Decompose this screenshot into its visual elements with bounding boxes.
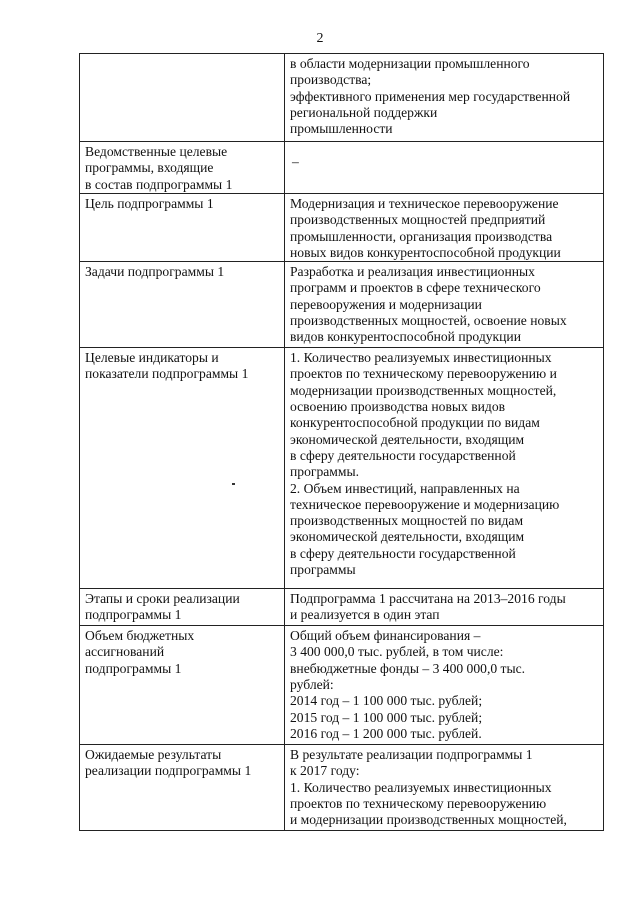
label-line: подпрограммы 1 (85, 607, 182, 623)
text-line: 2015 год – 1 100 000 тыс. рублей; (290, 709, 483, 725)
text-line: промышленности, организация производства (290, 228, 553, 244)
row-label (80, 589, 285, 626)
scan-speck (232, 483, 235, 485)
label-line: Задачи подпрограммы 1 (85, 264, 225, 280)
text-line: эффективного применения мер государственной (290, 88, 571, 104)
row-value (285, 142, 604, 194)
text-line: модернизации производственных мощностей, (290, 382, 557, 398)
text-line: промышленности (290, 121, 393, 137)
row-label (80, 142, 285, 194)
label-line: Ожидаемые результаты (85, 747, 222, 763)
row-label (80, 626, 285, 745)
row-label (80, 194, 285, 262)
label-line: подпрограммы 1 (85, 660, 182, 676)
empty-value-dash: – (292, 154, 299, 169)
text-line: региональной поддержки (290, 104, 438, 120)
passport-table (79, 53, 604, 831)
label-line: показатели подпрограммы 1 (85, 366, 249, 382)
table-row (80, 142, 604, 194)
text-line: внебюджетные фонды – 3 400 000,0 тыс. (290, 660, 526, 676)
text-line: производственных мощностей, освоение новых (290, 313, 567, 329)
text-line: 3 400 000,0 тыс. рублей, в том числе: (290, 644, 504, 660)
label-line: программы, входящие (85, 160, 214, 176)
text-line: конкурентоспособной продукции по видам (290, 415, 540, 431)
label-line: в состав подпрограммы 1 (85, 176, 233, 192)
row-value (285, 589, 604, 626)
text-line: 2016 год – 1 200 000 тыс. рублей. (290, 725, 482, 741)
text-line: 1. Количество реализуемых инвестиционных (290, 779, 552, 795)
row-value (285, 194, 604, 262)
text-line: проектов по техническому перевооружению (290, 796, 547, 812)
table-row (80, 194, 604, 262)
text-line: проектов по техническому перевооружению и (290, 366, 557, 382)
text-line: производства; (290, 72, 372, 88)
text-line: и реализуется в один этап (290, 607, 440, 623)
row-label (80, 262, 285, 348)
text-line: производственных мощностей по видам (290, 513, 524, 529)
text-line: Общий объем финансирования – (290, 628, 481, 644)
label-line: Цель подпрограммы 1 (85, 196, 214, 211)
text-line: перевооружения и модернизации (290, 296, 482, 312)
text-line: программы (290, 562, 356, 578)
text-line: Разработка и реализация инвестиционных (290, 264, 535, 280)
label-line: Целевые индикаторы и (85, 350, 219, 366)
text-line: техническое перевооружение и модернизацию (290, 496, 560, 512)
row-label (80, 54, 285, 142)
table-row (80, 54, 604, 142)
row-value (285, 54, 604, 142)
label-line: реализации подпрограммы 1 (85, 763, 252, 779)
text-line: В результате реализации подпрограммы 1 (290, 747, 533, 763)
text-line: рублей: (290, 677, 334, 693)
text-line: в сферу деятельности государственной (290, 447, 516, 463)
text-line: к 2017 году: (290, 763, 360, 779)
text-line: программ и проектов в сфере технического (290, 280, 541, 296)
table-row (80, 626, 604, 745)
text-line: в области модернизации промышленного (290, 56, 530, 71)
text-line: экономической деятельности, входящим (290, 431, 525, 447)
label-line: Этапы и сроки реализации (85, 591, 240, 607)
row-value (285, 348, 604, 589)
row-label (80, 348, 285, 589)
text-line: видов конкурентоспособной продукции (290, 329, 521, 345)
page-number: 2 (316, 31, 324, 46)
row-label (80, 745, 285, 831)
table-row (80, 589, 604, 626)
table-row (80, 348, 604, 589)
text-line: и модернизации производственных мощностей, (290, 812, 567, 828)
row-value (285, 626, 604, 745)
text-line: программы. (290, 464, 360, 480)
text-line: новых видов конкурентоспособной продукции (290, 244, 561, 260)
text-line: освоению производства новых видов (290, 399, 506, 415)
table-row (80, 262, 604, 348)
text-line: в сферу деятельности государственной (290, 545, 516, 561)
text-line: Подпрограмма 1 рассчитана на 2013–2016 годы (290, 591, 566, 607)
text-line: Модернизация и техническое перевооружение (290, 196, 559, 211)
text-line: экономической деятельности, входящим (290, 529, 525, 545)
label-line: Ведомственные целевые (85, 144, 228, 159)
table-row (80, 745, 604, 831)
label-line: Объем бюджетных (85, 628, 195, 644)
text-line: производственных мощностей предприятий (290, 212, 546, 228)
text-line: 2. Объем инвестиций, направленных на (290, 480, 520, 496)
text-line: 2014 год – 1 100 000 тыс. рублей; (290, 693, 483, 709)
label-line: ассигнований (85, 644, 165, 660)
text-line: 1. Количество реализуемых инвестиционных (290, 350, 552, 366)
row-value (285, 262, 604, 348)
row-value (285, 745, 604, 831)
